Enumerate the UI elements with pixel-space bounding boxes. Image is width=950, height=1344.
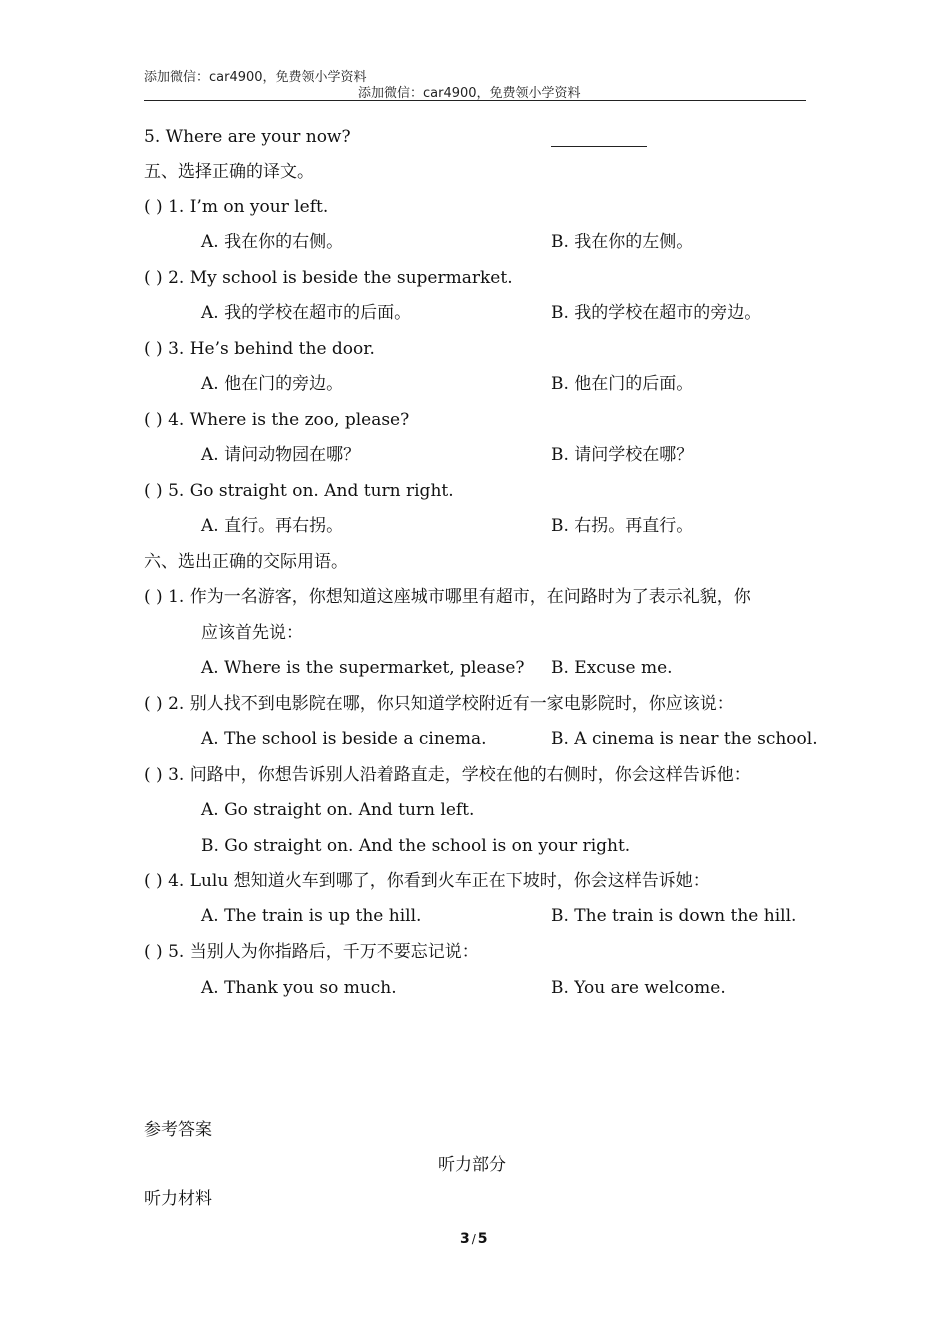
s6-question-3: ( ) 3. 问路中，你想告诉别人沿着路直走，学校在他的右侧时，你会这样告诉他：: [144, 765, 751, 785]
s5-q3-option-a: A. 他在门的旁边。: [201, 374, 344, 394]
s6-q1-option-a: A. Where is the supermarket, please?: [201, 658, 525, 678]
s6-q5-option-a: A. Thank you so much.: [201, 978, 397, 998]
listening-part-title: 听力部分: [438, 1155, 506, 1175]
s5-q1-option-a: A. 我在你的右侧。: [201, 232, 344, 252]
s6-question-4: ( ) 4. Lulu 想知道火车到哪了，你看到火车正在下坡时，你会这样告诉她：: [144, 871, 710, 891]
s5-q4-option-b: B. 请问学校在哪？: [551, 445, 694, 465]
s5-question-1: ( ) 1. I’m on your left.: [144, 197, 329, 217]
s6-question-1: ( ) 1. 作为一名游客，你想知道这座城市哪里有超市，在问路时为了表示礼貌，你: [144, 587, 751, 607]
s5-q2-option-b: B. 我的学校在超市的旁边。: [551, 303, 762, 323]
s6-question-1-continued: 应该首先说：: [201, 623, 303, 643]
s6-q5-option-b: B. You are welcome.: [551, 978, 726, 998]
section-6-title: 六、选出正确的交际用语。: [144, 552, 348, 572]
s5-question-5: ( ) 5. Go straight on. And turn right.: [144, 481, 454, 501]
page-total: 5: [477, 1231, 488, 1247]
header-watermark-line2: 添加微信：car4900，免费领小学资料: [358, 86, 581, 101]
s6-question-2: ( ) 2. 别人找不到电影院在哪，你只知道学校附近有一家电影院时，你应该说：: [144, 694, 734, 714]
s5-q1-option-b: B. 我在你的左侧。: [551, 232, 694, 252]
s5-q3-option-b: B. 他在门的后面。: [551, 374, 694, 394]
s5-q5-option-a: A. 直行。再右拐。: [201, 516, 344, 536]
s6-q3-option-a: A. Go straight on. And turn left.: [201, 800, 475, 820]
s5-question-4: ( ) 4. Where is the zoo, please?: [144, 410, 410, 430]
s5-q2-option-a: A. 我的学校在超市的后面。: [201, 303, 412, 323]
s6-q3-option-b: B. Go straight on. And the school is on your right.: [201, 836, 631, 856]
s5-question-3: ( ) 3. He’s behind the door.: [144, 339, 375, 359]
s6-question-5: ( ) 5. 当别人为你指路后，千万不要忘记说：: [144, 942, 479, 962]
s6-q4-option-b: B. The train is down the hill.: [551, 906, 797, 926]
s5-question-2: ( ) 2. My school is beside the supermarket.: [144, 268, 513, 288]
page-number: [460, 1231, 488, 1247]
page-current: 3: [460, 1231, 470, 1247]
s5-q4-option-a: A. 请问动物园在哪？: [201, 445, 361, 465]
s6-q1-option-b: B. Excuse me.: [551, 658, 673, 678]
header-watermark-line1: 添加微信：car4900，免费领小学资料: [144, 70, 367, 85]
s6-q2-option-a: A. The school is beside a cinema.: [201, 729, 487, 749]
listening-material-title: 听力材料: [144, 1189, 212, 1209]
answer-blank: [551, 146, 647, 147]
header-rule: [144, 100, 806, 101]
answers-title: 参考答案: [144, 1120, 212, 1140]
s6-q2-option-b: B. A cinema is near the school.: [551, 729, 818, 749]
s5-q5-option-b: B. 右拐。再直行。: [551, 516, 694, 536]
question-5-prev: 5. Where are your now?: [144, 127, 351, 147]
s6-q4-option-a: A. The train is up the hill.: [201, 906, 422, 926]
page-separator: /: [471, 1232, 476, 1246]
section-5-title: 五、选择正确的译文。: [144, 162, 314, 182]
